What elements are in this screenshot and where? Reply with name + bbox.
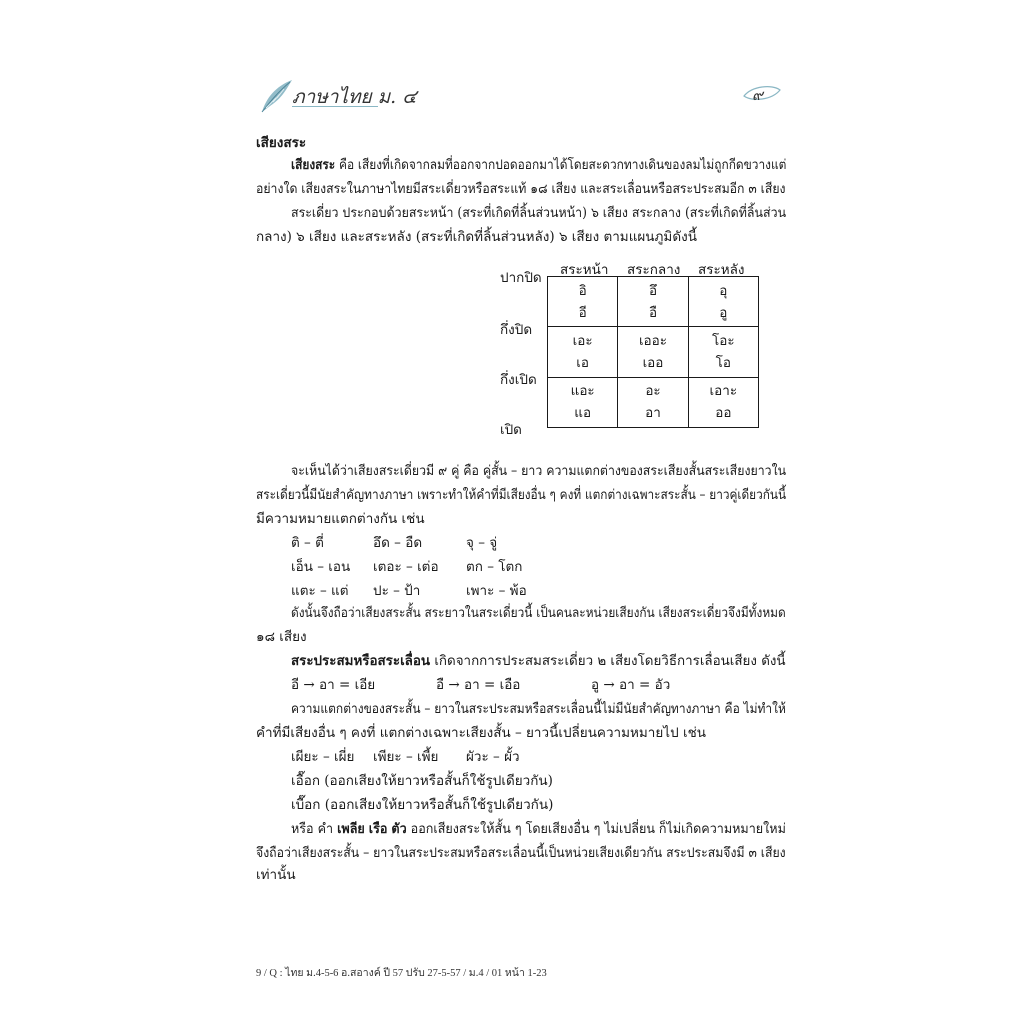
- example-word: ติ – ตี่: [291, 535, 324, 551]
- term-diphthong: สระประสมหรือสระเลื่อน: [291, 653, 431, 669]
- example-word: แตะ – แต่: [291, 583, 349, 599]
- example-note: เอื๊อก (ออกเสียงให้ยาวหรือสั้นก็ใช้รูปเดียวกัน): [291, 773, 553, 789]
- example-word: อึด – อืด: [373, 535, 423, 551]
- table-cell: อุ อู: [688, 277, 758, 327]
- paragraph-6-line-2: คำที่มีเสียงอื่น ๆ คงที่ แตกต่างเฉพาะเสียงสั้น – ยาวนี้เปลี่ยนความหมายไป เช่น: [256, 725, 706, 741]
- section-heading: เสียงสระ: [256, 135, 307, 151]
- table-cell: อะ อา: [618, 377, 688, 427]
- paragraph-3-line-3: มีความหมายแตกต่างกัน เช่น: [256, 511, 425, 527]
- example-word: ตก – โตก: [466, 559, 523, 575]
- example-note: เบื๊อก (ออกเสียงให้ยาวหรือสั้นก็ใช้รูปเดียวกัน): [291, 797, 554, 813]
- table-cell: โอะ โอ: [688, 327, 758, 377]
- paragraph-7-line-1: หรือ คำ เพลีย เรือ ตัว ออกเสียงสระให้สั้น ๆ โดยเสียงอื่น ๆ ไม่เปลี่ยน ก็ไม่เกิดความหมายใหม่: [291, 821, 786, 837]
- table-row: [548, 377, 759, 427]
- table-cell: อึ อื: [618, 277, 688, 327]
- chart-column-back: สระหลัง: [698, 262, 745, 278]
- bold-word: เรือ: [368, 821, 388, 837]
- table-row: [548, 327, 759, 377]
- vowel-chart-table: [547, 276, 759, 428]
- paragraph-4-line-1: ดังนั้นจึงถือว่าเสียงสระสั้น สระยาวในสระเดี่ยวนี้ เป็นคนละหน่วยเสียงกัน เสียงสระเดี่ยวจึงมีทั้งหมด: [291, 605, 786, 621]
- feather-logo-icon: [256, 76, 296, 116]
- paragraph-4-line-2: ๑๘ เสียง: [256, 629, 307, 645]
- table-cell: เอะ เอ: [548, 327, 618, 377]
- chart-row-label-close: ปากปิด: [500, 270, 542, 286]
- header-title: ภาษาไทย ม. ๔: [292, 86, 417, 108]
- term-vowel-sound: เสียงสระ: [291, 157, 336, 173]
- example-word: เอ็น – เอน: [291, 559, 351, 575]
- example-word: ปะ – ป้า: [373, 583, 421, 599]
- header-divider: [292, 106, 378, 107]
- example-word: เผียะ – เผี่ย: [291, 749, 355, 765]
- page-number: ๙: [752, 86, 763, 104]
- paragraph-7-line-3: เท่านั้น: [256, 867, 296, 883]
- paragraph-1-line-1: เสียงสระ คือ เสียงที่เกิดจากลมที่ออกจากปอดออกมาได้โดยสะดวกทางเดินของลมไม่ถูกกีดขวางแต่: [291, 157, 787, 173]
- bold-word: ตัว: [391, 821, 407, 837]
- table-cell: อิ อี: [548, 277, 618, 327]
- paragraph-3-line-2: สระเดี่ยวนี้มีนัยสำคัญทางภาษา เพราะทำให้คำที่มีเสียงอื่น ๆ คงที่ แตกต่างเฉพาะสระสั้น – ยาวคู่เดียวกันนี้: [256, 487, 787, 503]
- chart-column-central: สระกลาง: [627, 262, 681, 278]
- chart-row-label-close-mid: กึ่งปิด: [500, 322, 533, 338]
- paragraph-3-line-1: จะเห็นได้ว่าเสียงสระเดี่ยวมี ๙ คู่ คือ คู่สั้น – ยาว ความแตกต่างของสระเสียงสั้นสระเสียงยาวใน: [291, 463, 787, 479]
- example-word: เตอะ – เต่อ: [373, 559, 439, 575]
- paragraph-7-line-2: จึงถือว่าเสียงสระสั้น – ยาวในสระประสมหรือสระเลื่อนนี้เป็นหน่วยเสียงเดียวกัน สระประสมจึงมี ๓ เสียง: [256, 845, 786, 861]
- example-word: เพียะ – เพี้ย: [373, 749, 439, 765]
- table-cell: แอะ แอ: [548, 377, 618, 427]
- chart-row-label-open-mid: กึ่งเปิด: [500, 372, 537, 388]
- example-word: เพาะ – พ้อ: [466, 583, 527, 599]
- paragraph-2-line-2: กลาง) ๖ เสียง และสระหลัง (สระที่เกิดที่ลิ้นส่วนหลัง) ๖ เสียง ตามแผนภูมิดังนี้: [256, 229, 697, 245]
- example-word: จุ – จู่: [466, 535, 498, 551]
- diphthong-formula: อื → อา = เอือ: [436, 677, 521, 693]
- diphthong-formula: อี → อา = เอีย: [291, 677, 376, 693]
- table-row: [548, 277, 759, 327]
- paragraph-1-line-2: อย่างใด เสียงสระในภาษาไทยมีสระเดี่ยวหรือสระแท้ ๑๘ เสียง และสระเลื่อนหรือสระประสมอีก ๓ เสียง: [256, 181, 786, 197]
- paragraph-6-line-1: ความแตกต่างของสระสั้น – ยาวในสระประสมหรือสระเลื่อนนี้ไม่มีนัยสำคัญทางภาษา คือ ไม่ทำให้: [291, 701, 786, 717]
- paragraph-2-line-1: สระเดี่ยว ประกอบด้วยสระหน้า (สระที่เกิดที่ลิ้นส่วนหน้า) ๖ เสียง สระกลาง (สระที่เกิดที่ลิ้นส่วน: [291, 205, 787, 221]
- table-cell: เออะ เออ: [618, 327, 688, 377]
- print-footer: 9 / Q : ไทย ม.4-5-6 อ.สอางค์ ปี 57 ปรับ 27-5-57 / ม.4 / 01 หน้า 1-23: [256, 968, 547, 979]
- chart-row-label-open: เปิด: [500, 422, 522, 438]
- example-word: ผัวะ – ผั้ว: [466, 749, 520, 765]
- chart-column-front: สระหน้า: [560, 262, 609, 278]
- diphthong-formula: อู → อา = อัว: [591, 677, 671, 693]
- bold-word: เพลีย: [337, 821, 365, 837]
- table-cell: เอาะ ออ: [688, 377, 758, 427]
- paragraph-5: สระประสมหรือสระเลื่อน เกิดจากการประสมสระเดี่ยว ๒ เสียงโดยวิธีการเลื่อนเสียง ดังนี้: [291, 653, 786, 669]
